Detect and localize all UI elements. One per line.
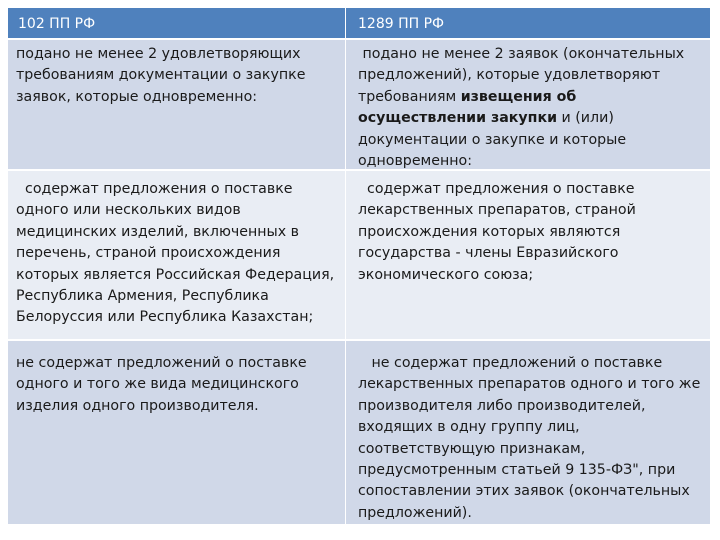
row1-right-cell [346, 40, 710, 171]
row1-right-part3: и (или) документации о закупке и которые одновременно: [358, 110, 631, 170]
row1-right-bold: извещения об осуществлении закупки [358, 88, 577, 127]
header-102-pp-rf: 102 ПП РФ [8, 8, 346, 40]
row1-left-text: подано не менее 2 удовлетворяющих требованиям документации о закупке заявок, которые одновременно: [16, 46, 306, 105]
header-1289-pp-rf: 1289 ПП РФ [346, 8, 710, 40]
row1-left-cell [8, 40, 346, 171]
row2-left-text: содержат предложения о поставке одного или нескольких видов медицинских изделий, включенных в перечень, страной происхождения которых является Российская Федерация, Республика Армения, Республика Белоруссия или Республика Казахстан; [16, 181, 339, 326]
row2-left-cell [8, 171, 346, 341]
row3-left-cell [8, 341, 346, 526]
row2-right-text: содержат предложения о поставке лекарственных препаратов, страной происхождения которых являются государства - члены Евразийского экономического союза; [358, 181, 641, 283]
row3-left-text: не содержат предложений о поставке одного и того же вида медицинского изделия одного производителя. [16, 355, 307, 414]
row1-right-part1: подано не менее 2 заявок (окончательных предложений), которые удовлетворяют требованиям [358, 46, 689, 105]
row3-right-text: не содержат предложений о поставке лекарственных препаратов одного и того же производителя либо производителей, входящих в одну группу лиц, соответствующую признакам, предусмотренным статьей 9 135-ФЗ", при сопоставлении этих заявок (окончательных предложений). [358, 355, 705, 521]
comparison-table [8, 8, 710, 526]
row2-right-cell [346, 171, 710, 341]
row3-right-cell [346, 341, 710, 526]
row1-right-text [346, 40, 710, 171]
